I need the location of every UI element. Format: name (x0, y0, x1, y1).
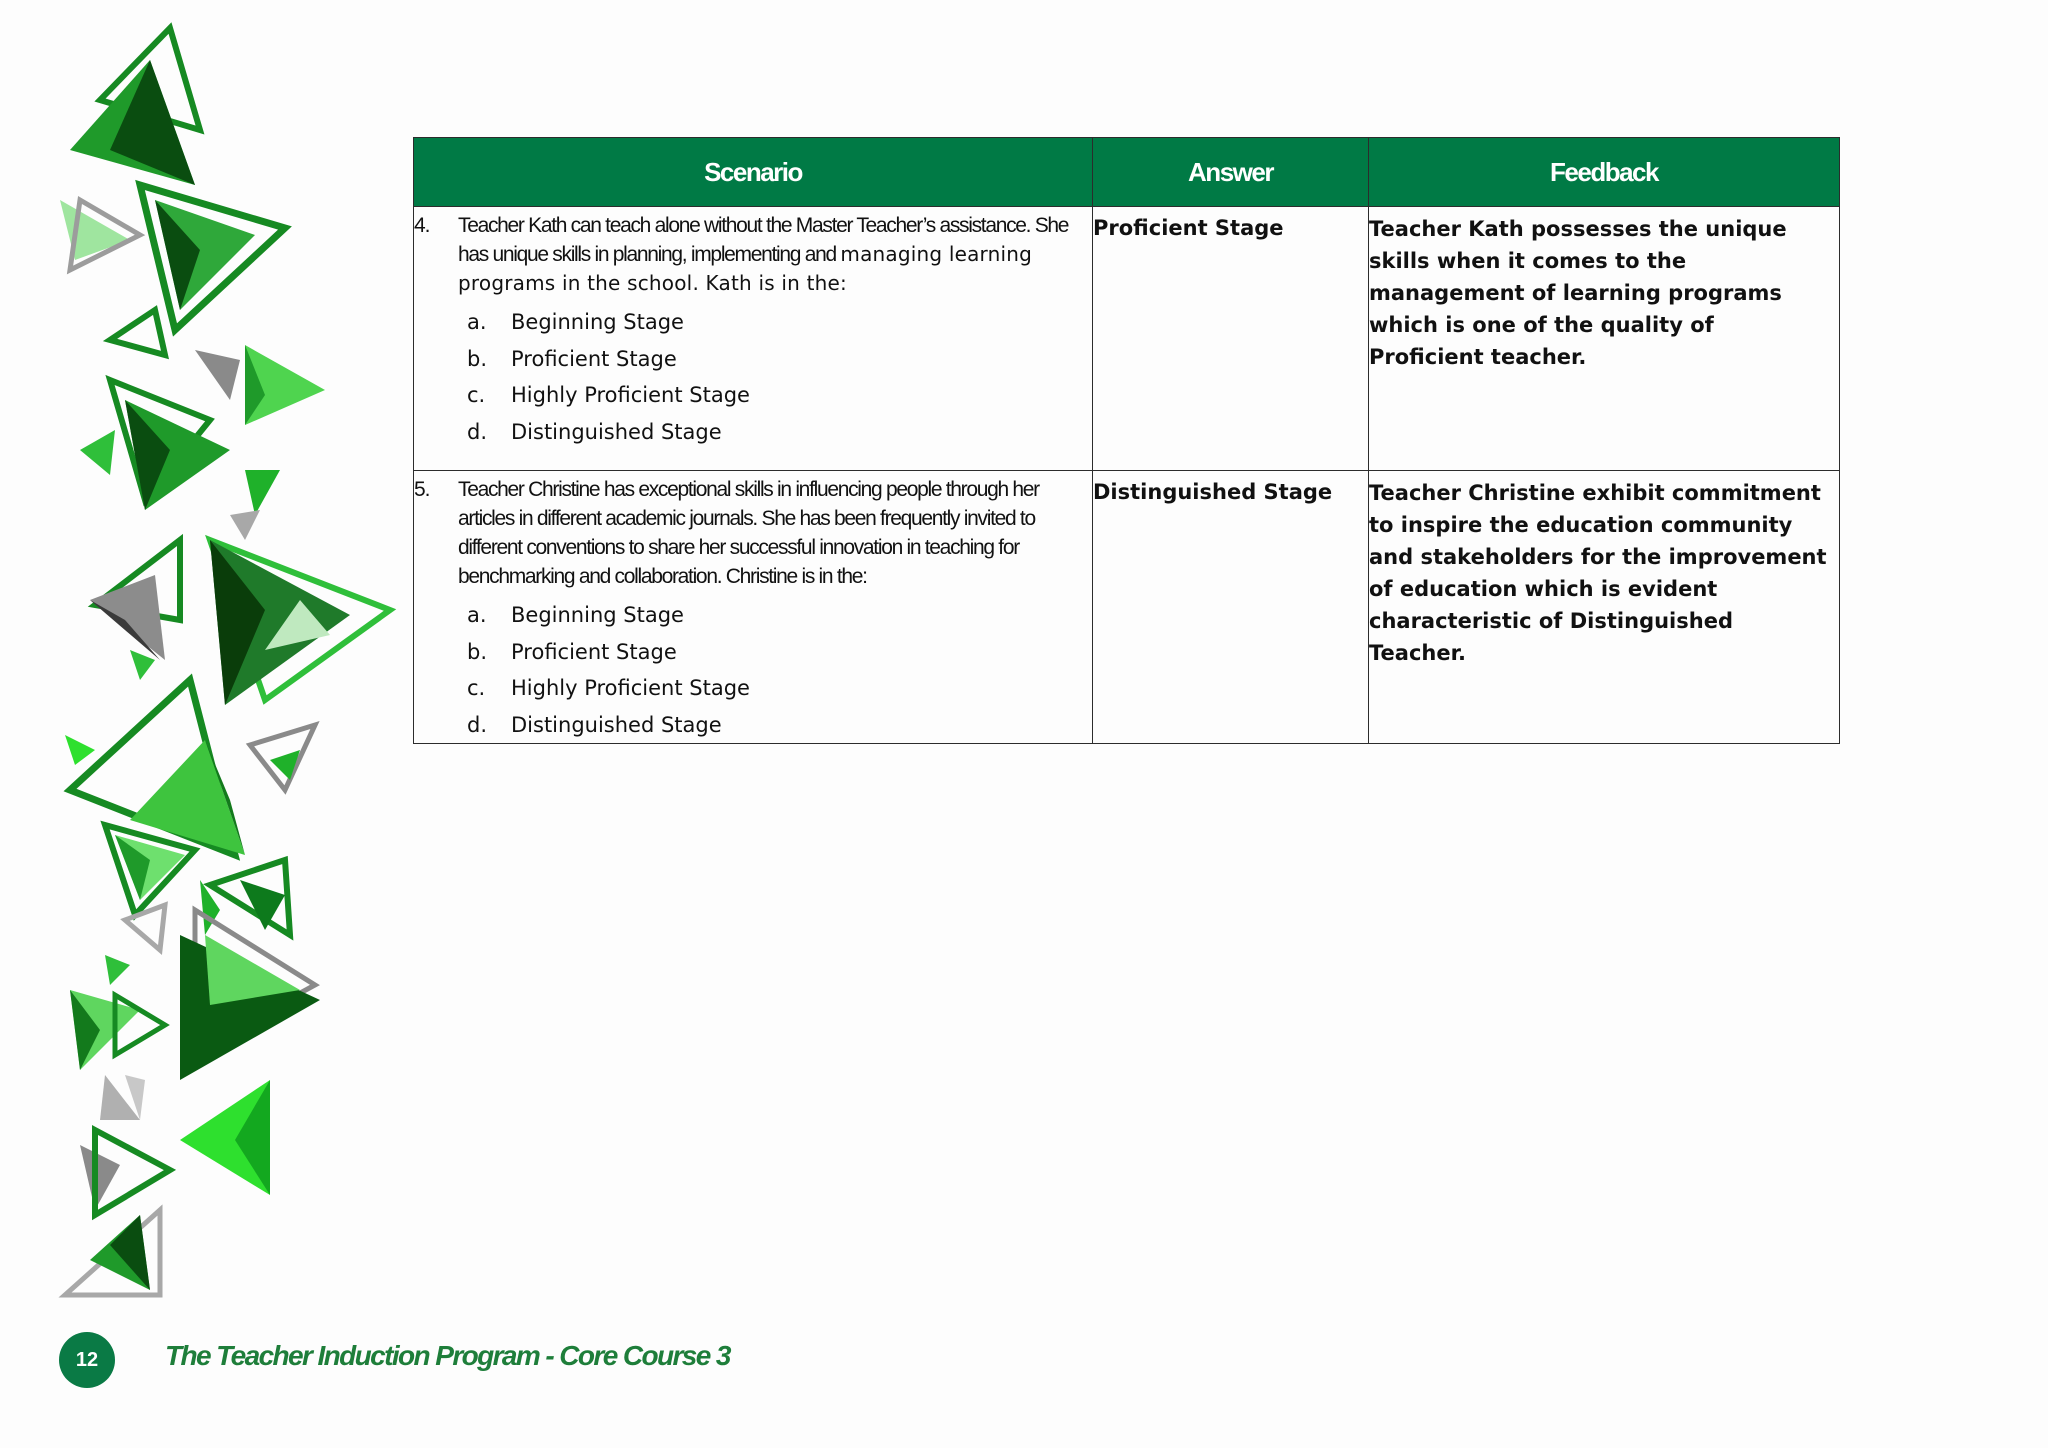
scenario-cell (414, 471, 1093, 744)
deco-triangle (105, 955, 130, 985)
feedback-text: Teacher Christine exhibit commitment to inspire the education community and stakeholders for the improvement of education which is evident characteristic of Distinguished Teacher. (1369, 481, 1827, 665)
scenario-text-main: Teacher Christine has exceptional skills in influencing people through her articles in different academic journals. She has been frequently invited to different conventions to share her successful innovation in teaching for benchmarking and collaboration. Christine is in the: (458, 478, 1039, 588)
header-feedback: Feedback (1369, 138, 1840, 207)
footer-title: The Teacher Induction Program - Core Course 3 (165, 1340, 730, 1371)
feedback-text: Teacher Kath possesses the unique skills when it comes to the management of learning programs which is one of the quality of Proficient teacher. (1369, 217, 1787, 369)
scenario-text-main: Teacher Kath can teach alone without the Master Teacher’s assistance. She has unique skills in planning, implementing and (458, 214, 1069, 266)
option-item: a. Beginning Stage (467, 603, 684, 627)
table-row (414, 471, 1840, 744)
header-scenario: Scenario (414, 138, 1093, 207)
scenario-text (458, 475, 1086, 591)
feedback-cell (1369, 207, 1840, 471)
table-header-row (414, 138, 1840, 207)
option-item: d. Distinguished Stage (467, 419, 722, 444)
deco-triangle (195, 350, 240, 400)
option-item: a. Beginning Stage (467, 310, 684, 334)
page-number-badge: 12 (59, 1332, 115, 1388)
option-list (458, 304, 1086, 450)
scenario-cell (414, 207, 1093, 471)
deco-triangle (230, 510, 260, 540)
deco-triangle (90, 575, 165, 660)
answer-cell (1093, 207, 1369, 471)
option-item: c. Highly Proficient Stage (467, 676, 750, 700)
deco-triangle (130, 650, 155, 680)
option-item: b. Proficient Stage (467, 639, 677, 664)
deco-triangle (65, 735, 95, 765)
scenario-text-tail: managing learning programs in the school. Kath is in the: (458, 242, 1033, 295)
option-item: d. Distinguished Stage (467, 712, 722, 737)
option-item: b. Proficient Stage (467, 346, 677, 371)
table-row (414, 207, 1840, 471)
deco-triangle (80, 430, 115, 475)
answer-cell (1093, 471, 1369, 744)
answer-text: Proficient Stage (1093, 216, 1284, 240)
decorative-triangles (0, 0, 420, 1340)
header-answer: Answer (1093, 138, 1369, 207)
scenario-number: 4. (414, 214, 430, 237)
scenario-table (413, 137, 1840, 744)
answer-text: Distinguished Stage (1093, 480, 1333, 504)
deco-triangle (245, 470, 280, 515)
scenario-text (458, 211, 1086, 298)
deco-triangle (110, 310, 165, 355)
option-item: c. Highly Proficient Stage (467, 383, 750, 407)
option-list (458, 597, 1086, 743)
scenario-number: 5. (414, 478, 430, 501)
deco-triangle (180, 935, 320, 1080)
feedback-cell (1369, 471, 1840, 744)
